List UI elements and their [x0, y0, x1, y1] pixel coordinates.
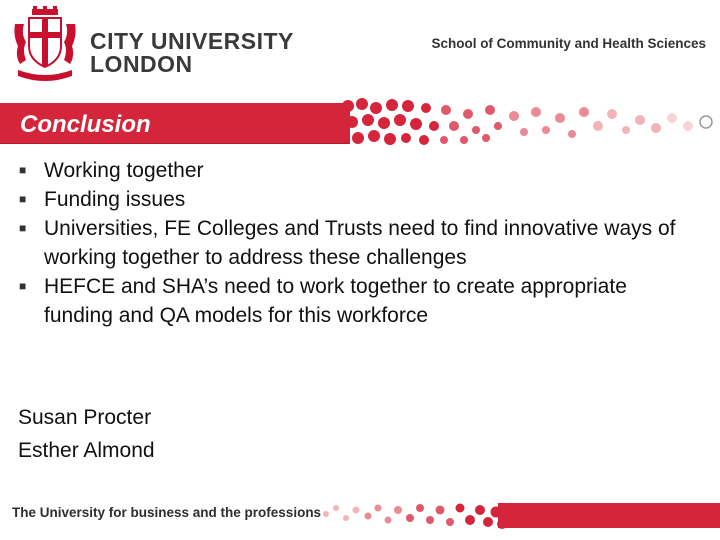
slide-title: Conclusion [20, 111, 151, 138]
school-name: School of Community and Health Sciences [431, 36, 706, 51]
author-name: Susan Procter [18, 406, 152, 429]
title-bar-edge [0, 143, 350, 144]
bullet-list [18, 156, 698, 330]
author-name: Esther Almond [18, 439, 155, 462]
square-bullet-icon: ■ [19, 279, 27, 293]
university-crest-icon [12, 6, 78, 82]
square-bullet-icon: ■ [19, 221, 27, 235]
bullet-text: Working together [44, 159, 204, 182]
square-bullet-icon: ■ [19, 192, 27, 206]
footer-bar [498, 503, 720, 528]
list-item [18, 214, 698, 272]
authors [18, 401, 155, 467]
university-logo [90, 30, 294, 76]
bullet-text: Funding issues [44, 188, 186, 211]
logo-line-1: CITY UNIVERSITY [90, 28, 294, 54]
list-item [18, 156, 698, 185]
bullet-text: Universities, FE Colleges and Trusts need to find innovative ways of working together to address these challenges [44, 217, 676, 269]
list-item [18, 272, 698, 330]
footer-tagline: The University for business and the professions [12, 505, 322, 520]
bullet-text: HEFCE and SHA’s need to work together to create appropriate funding and QA models for this workforce [44, 275, 627, 327]
list-item [18, 185, 698, 214]
decorative-dots-top [340, 96, 720, 150]
logo-line-2: LONDON [90, 51, 193, 77]
square-bullet-icon: ■ [19, 163, 27, 177]
decorative-dots-bottom [320, 496, 510, 532]
